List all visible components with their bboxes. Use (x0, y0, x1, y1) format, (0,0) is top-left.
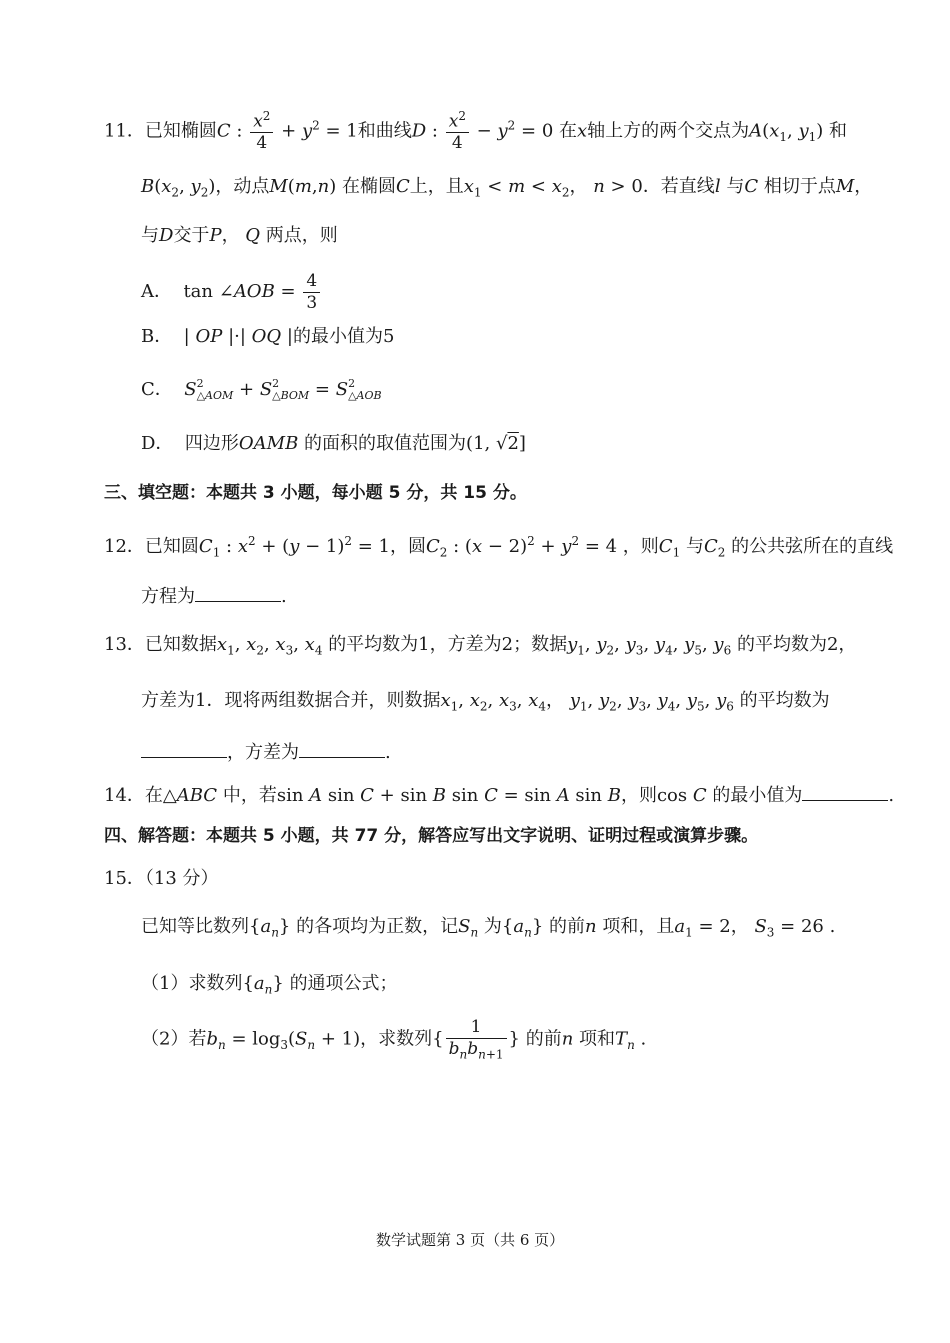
q12-line1: 12．已知圆$C_1$ : $x^2 + (y - 1)^2 = 1$，圆$C_2$ : $(x - 2)^2 + y^2 = 4$ ，则$C_1$ 与$C_2$ 的公共弦所在的直线 (104, 534, 894, 560)
section-three-heading: 三、填空题：本题共 3 小题，每小题 5 分，共 15 分。 (104, 483, 527, 503)
q11-line3: 与D交于P， Q 两点，则 (141, 225, 338, 246)
fraction: $\frac{x^2}{4}$ (446, 110, 469, 153)
q13-line2: 方差为1．现将两组数据合并，则数据$x_1$, $x_2$, $x_3$, $x_4$， $y_1$, $y_2$, $y_3$, $y_4$, $y_5$, $y_6$ 的平均数为 (141, 690, 830, 714)
q11-line1: 11．已知椭圆C : $\frac{x^2}{4}$ + $y^2 = 1$和曲线D : $\frac{x^2}{4}$ − $y^2 = 0$ 在x轴上方的两个交点为$A(x_1$, $y_1$) 和 (104, 109, 847, 154)
q13-line3: ，方差为 . (141, 741, 391, 762)
answer-blank[interactable] (299, 741, 385, 758)
q12-line2: 方程为 . (141, 586, 287, 607)
section-four-heading: 四、解答题：本题共 5 小题，共 77 分，解答应写出文字说明、证明过程或演算步骤。 (104, 826, 759, 846)
q13-line1: 13．已知数据$x_1$, $x_2$, $x_3$, $x_4$ 的平均数为1，方差为2；数据$y_1$, $y_2$, $y_3$, $y_4$, $y_5$, $y_6$ 的平均数为2， (104, 634, 857, 658)
q14-line: 14．在△ABC 中，若sin A sin C + sin B sin C = sin A sin B，则cos C 的最小值为 . (104, 785, 895, 806)
answer-blank[interactable] (195, 585, 281, 602)
q11-option-b: B． | OP |·| OQ |的最小值为5 (141, 326, 395, 347)
q11-option-d: D． 四边形OAMB 的面积的取值范围为(1, √2] (141, 433, 526, 454)
page-footer: 数学试题第 3 页（共 6 页） (376, 1231, 565, 1249)
q15-part1: （1）求数列$\{a_n\}$ 的通项公式； (141, 973, 398, 997)
q11-line2: $B(x_2$, $y_2$)，动点M(m,n) 在椭圆C上，且$x_1 < m < x_2$， n > 0．若直线l 与C 相切于点M， (141, 176, 873, 200)
fraction: $\frac{x^2}{4}$ (250, 110, 273, 153)
q15-part2: （2）若$b_n = \log_3(S_n + 1)$，求数列{ $\frac{1}{b_nb_{n+1}}$ } 的前n 项和$T_n$ . (141, 1017, 647, 1062)
answer-blank[interactable] (141, 741, 227, 758)
q15-stem: 已知等比数列$\{a_n\}$ 的各项均为正数，记$S_n$ 为$\{a_n\}$ 的前n 项和，且$a_1 = 2$， $S_3 = 26$ . (141, 916, 836, 940)
q11-option-c: C． S 2 △AOM + S 2 △BOM = S 2 △AOB (141, 377, 382, 403)
q11-option-a: A． tan ∠AOB = $\frac{4}{3}$ (141, 272, 322, 312)
answer-blank[interactable] (802, 784, 888, 801)
fraction: $\frac{1}{b_nb_{n+1}}$ (446, 1018, 507, 1061)
fraction: $\frac{4}{3}$ (303, 272, 320, 312)
q15-header: 15．（13 分） (104, 868, 219, 889)
q11-number: 11． (104, 120, 145, 142)
